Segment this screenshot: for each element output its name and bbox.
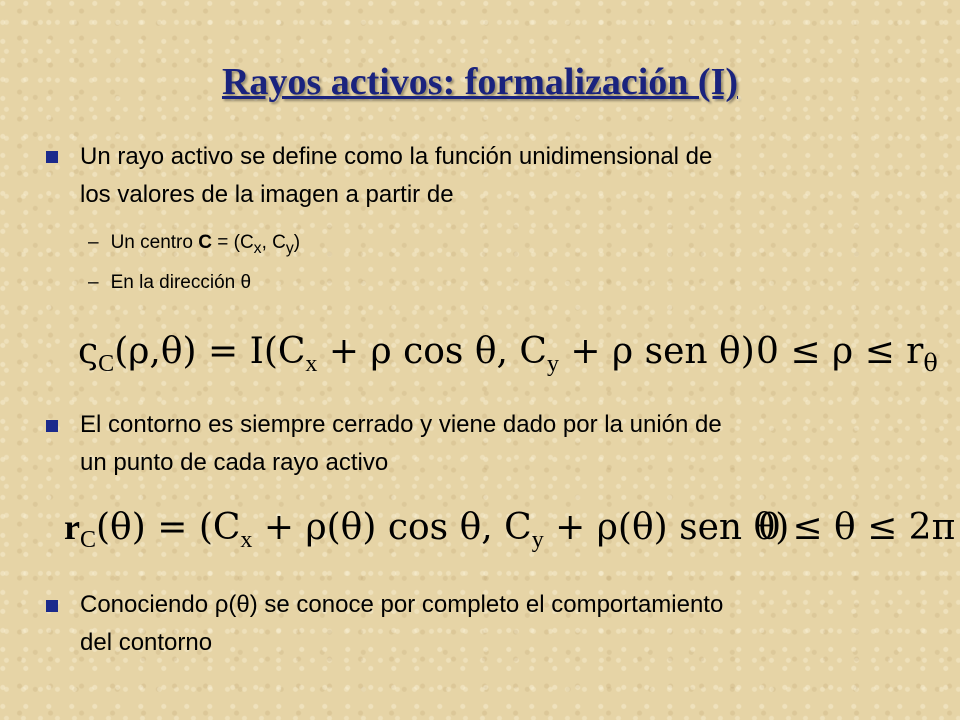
formula-2-sx: x <box>240 527 253 554</box>
bullet-3-text <box>80 586 940 662</box>
sub-bullet-direction <box>88 272 251 294</box>
formula-contour-definition <box>64 506 789 554</box>
dash-marker: – <box>88 232 99 253</box>
formula-1-mid: + ρ cos θ, C <box>317 331 547 372</box>
sub-bullet-center <box>88 232 300 258</box>
formula-1-lhs-sub: C <box>98 351 115 378</box>
formula-ray-condition <box>756 330 938 377</box>
sub-1-mid: = (C <box>211 232 254 253</box>
bullet-2-text <box>80 406 940 482</box>
formula-1-end: + ρ sen θ) <box>558 331 755 372</box>
sub-1-sep: , C <box>261 232 286 253</box>
formula-2-lhs: r <box>64 507 80 547</box>
sub-1-prefix: Un centro <box>110 232 199 253</box>
formula-1-cond: 0 ≤ ρ ≤ r <box>756 331 924 372</box>
formula-2-sy: y <box>531 527 544 554</box>
bullet-3-line-2: del contorno <box>80 629 213 656</box>
formula-contour-condition <box>758 506 955 548</box>
formula-1-lhs: ς <box>78 331 99 372</box>
formula-2-lhs-sub: C <box>79 527 96 554</box>
bullet-2-line-1: El contorno es siempre cerrado y viene dado por la unión de <box>80 411 722 438</box>
sub-1-end: ) <box>293 232 301 253</box>
sub-1-sx: x <box>253 239 262 257</box>
formula-ray-definition <box>78 330 755 378</box>
formula-2-cond: 0 ≤ θ ≤ 2π <box>758 507 956 548</box>
dash-marker: – <box>88 272 99 293</box>
formula-1-sx: x <box>305 351 318 378</box>
slide-title: Rayos activos: formalización (I) <box>221 61 739 103</box>
sub-1-bold: C <box>198 232 212 253</box>
bullet-marker <box>46 600 58 612</box>
formula-2-args: (θ) = (C <box>96 507 241 548</box>
formula-2-end: + ρ(θ) sen θ) <box>543 507 790 548</box>
bullet-1-line-2: los valores de la imagen a partir de <box>80 181 454 208</box>
formula-2-mid: + ρ(θ) cos θ, C <box>252 507 532 548</box>
bullet-marker <box>46 151 58 163</box>
formula-1-cond-sub: θ <box>923 349 938 378</box>
bullet-1-line-1: Un rayo activo se define como la función unidimensional de <box>80 143 713 170</box>
bullet-marker <box>46 420 58 432</box>
sub-1-sy: y <box>285 239 294 257</box>
bullet-3-line-1: Conociendo ρ(θ) se conoce por completo el comportamiento <box>80 591 724 618</box>
bullet-1-text <box>80 138 940 214</box>
formula-1-sy: y <box>546 351 559 378</box>
bullet-2-line-2: un punto de cada rayo activo <box>80 449 389 476</box>
formula-1-args: (ρ,θ) = I(C <box>114 331 306 372</box>
sub-2-text: En la dirección θ <box>110 272 252 293</box>
